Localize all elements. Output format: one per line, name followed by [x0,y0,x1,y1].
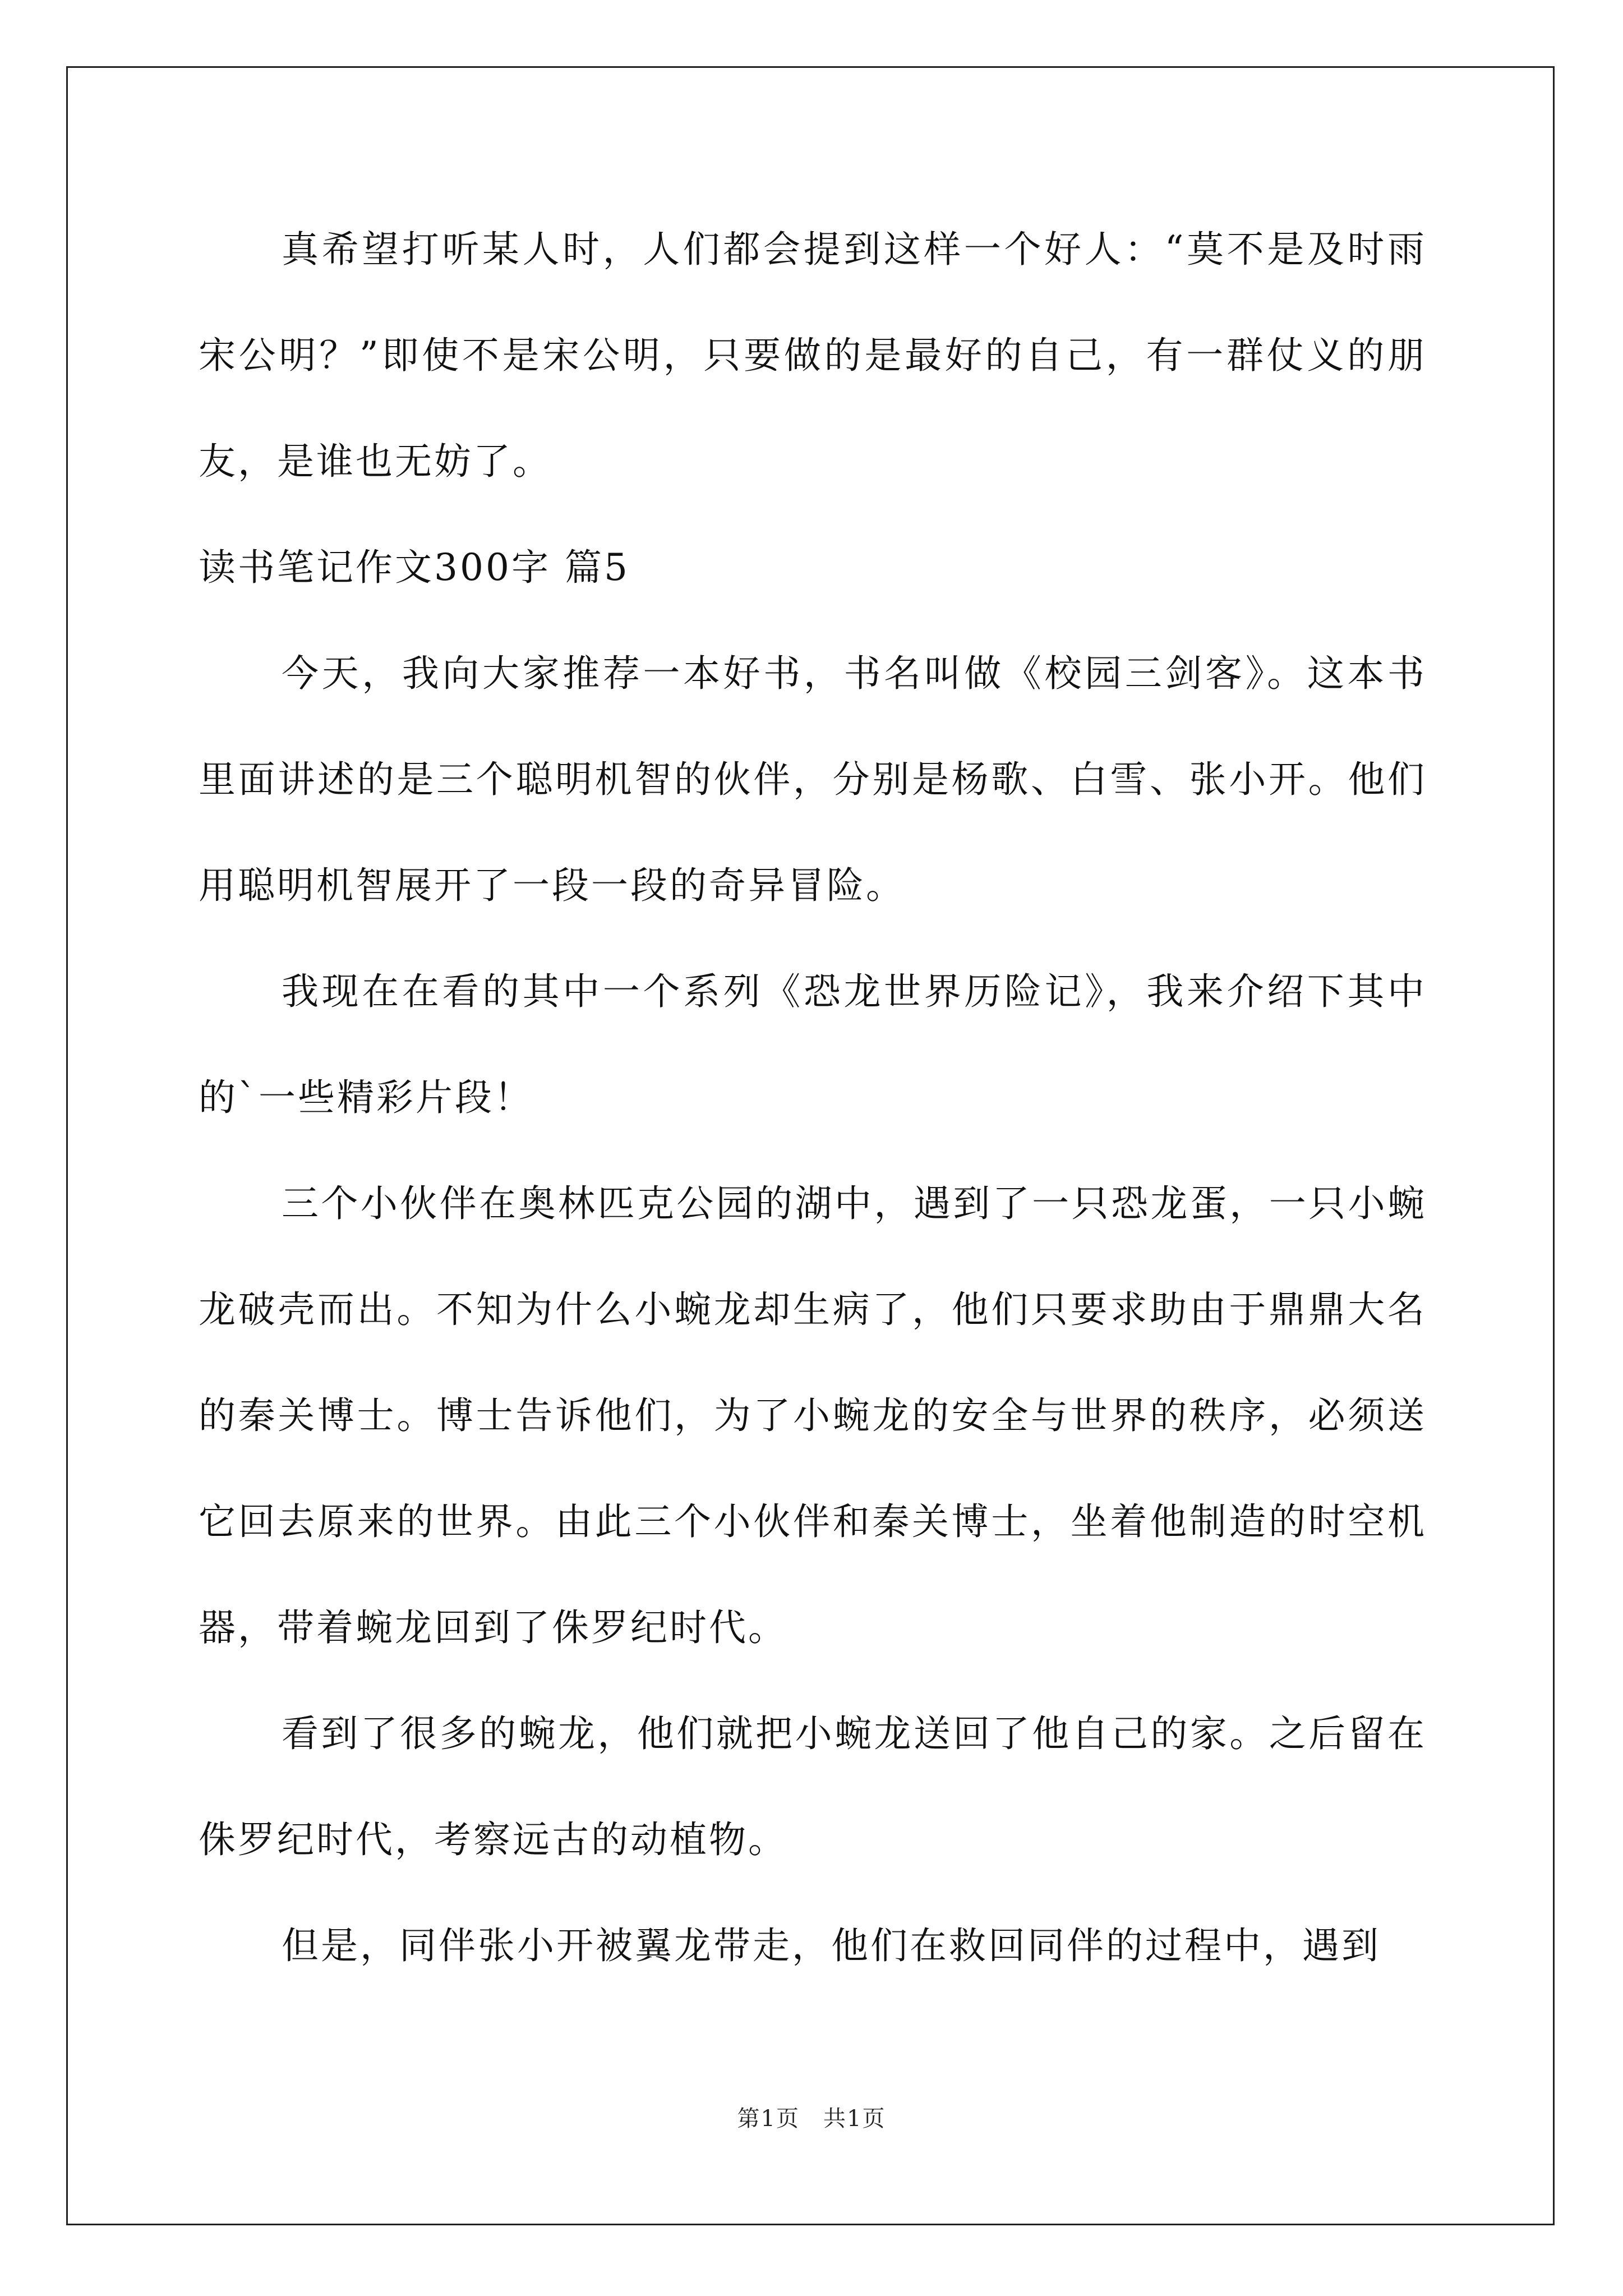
section-heading: 读书笔记作文300字 篇5 [199,546,630,589]
paragraph-1: 真希望打听某人时，人们都会提到这样一个好人：“莫不是及时雨宋公明？”即使不是宋公明，只要做的是最好的自己，有一群仗义的朋友，是谁也无妨了。 [199,228,1427,483]
paragraph-5: 看到了很多的蜿龙，他们就把小蜿龙送回了他自己的家。之后留在侏罗纪时代，考察远古的动植物。 [199,1712,1427,1861]
paragraph-4: 三个小伙伴在奥林匹克公园的湖中，遇到了一只恐龙蛋，一只小蜿龙破壳而出。不知为什么小蜿龙却生病了，他们只要求助由于鼎鼎大名的秦关博士。博士告诉他们，为了小蜿龙的安全与世界的秩序，必须送它回去原来的世界。由此三个小伙伴和秦关博士，坐着他制造的时空机器，带着蜿龙回到了侏罗纪时代。 [199,1182,1427,1649]
document-body [199,196,1427,1999]
paragraph-6: 但是，同伴张小开被翼龙带走，他们在救回同伴的过程中，遇到 [282,1924,1381,1967]
page-footer: 第1页 共1页 [737,2106,886,2132]
paragraph-2: 今天，我向大家推荐一本好书，书名叫做《校园三剑客》。这本书里面讲述的是三个聪明机智的伙伴，分别是杨歌、白雪、张小开。他们用聪明机智展开了一段一段的奇异冒险。 [199,652,1427,907]
paragraph-3: 我现在在看的其中一个系列《恐龙世界历险记》，我来介绍下其中的`一些精彩片段！ [199,970,1427,1119]
